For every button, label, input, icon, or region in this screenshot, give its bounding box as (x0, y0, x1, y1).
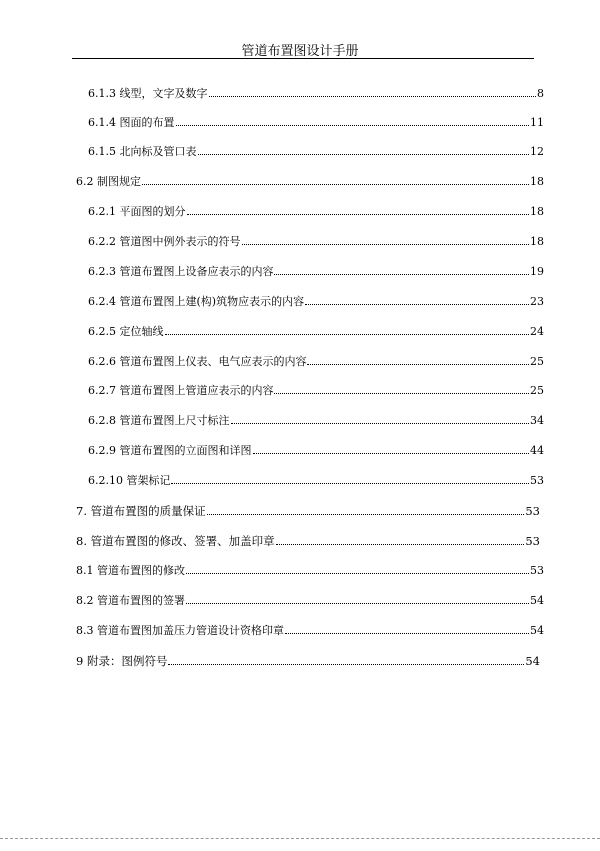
toc-entry-page: 34 (530, 414, 544, 427)
toc-entry-page: 53 (525, 534, 540, 548)
toc-entry-page: 18 (530, 175, 544, 188)
toc-entry-page: 12 (530, 145, 544, 158)
toc-entry[interactable] (88, 414, 544, 428)
toc-entry[interactable] (88, 474, 544, 488)
toc-leader-dots (209, 87, 537, 97)
toc-entry-page: 53 (530, 474, 544, 487)
toc-entry-label: 6.2.6 管道布置图上仪表、电气应表示的内容 (88, 355, 307, 368)
toc-entry-label: 6.2.4 管道布置图上建(构)筑物应表示的内容 (88, 295, 305, 308)
toc-leader-dots (307, 355, 529, 365)
toc-entry-page: 53 (530, 564, 544, 577)
toc-entry-page: 8 (537, 87, 544, 100)
toc-entry-label: 6.2.9 管道布置图的立面图和详图 (88, 444, 252, 457)
toc-leader-dots (165, 325, 530, 335)
toc-leader-dots (242, 235, 530, 245)
toc-leader-dots (207, 505, 525, 515)
page-bottom-divider (0, 838, 600, 839)
toc-entry-label: 6.2.2 管道图中例外表示的符号 (88, 235, 241, 248)
toc-leader-dots (142, 175, 529, 185)
toc-entry-label: 6.1.3 线型，文字及数字 (88, 87, 208, 100)
toc-leader-dots (276, 535, 525, 545)
toc-entry-label: 6.2.3 管道布置图上设备应表示的内容 (88, 265, 274, 278)
toc-entry[interactable] (88, 265, 544, 279)
toc-entry[interactable] (76, 654, 540, 668)
toc-leader-dots (186, 564, 529, 574)
toc-entry[interactable] (88, 295, 544, 309)
toc-entry[interactable] (76, 624, 544, 638)
toc-entry[interactable] (88, 87, 544, 101)
toc-leader-dots (187, 205, 530, 215)
toc-entry-page: 25 (530, 355, 544, 368)
toc-entry-label: 6.2 制图规定 (76, 175, 141, 188)
toc-entry-label: 8.1 管道布置图的修改 (76, 564, 185, 577)
toc-entry[interactable] (88, 145, 544, 159)
toc-entry-page: 19 (530, 265, 544, 278)
toc-entry-label: 7. 管道布置图的质量保证 (76, 504, 206, 518)
toc-entry[interactable] (88, 325, 544, 339)
toc-entry-page: 54 (530, 594, 544, 607)
toc-entry-label: 6.1.5 北向标及管口表 (88, 145, 197, 158)
toc-leader-dots (168, 655, 524, 665)
toc-entry-label: 6.2.1 平面图的划分 (88, 205, 186, 218)
toc-entry-page: 44 (530, 444, 544, 457)
toc-entry-label: 9 附录：图例符号 (76, 654, 168, 668)
toc-entry[interactable] (76, 534, 540, 548)
toc-leader-dots (171, 474, 529, 484)
toc-leader-dots (186, 594, 529, 604)
toc-entry[interactable] (88, 235, 544, 249)
toc-leader-dots (274, 265, 529, 275)
toc-entry-label: 6.2.5 定位轴线 (88, 325, 164, 338)
toc-entry-page: 18 (530, 235, 544, 248)
toc-entry[interactable] (76, 564, 544, 578)
toc-entry-page: 23 (530, 295, 544, 308)
toc-entry-label: 8. 管道布置图的修改、签署、加盖印章 (76, 534, 275, 548)
toc-leader-dots (176, 116, 530, 126)
toc-leader-dots (198, 145, 530, 155)
toc-entry[interactable] (88, 205, 544, 219)
toc-entry-page: 25 (530, 384, 544, 397)
toc-entry[interactable] (76, 504, 540, 518)
toc-leader-dots (274, 384, 529, 394)
toc-entry-label: 6.2.8 管道布置图上尺寸标注 (88, 414, 230, 427)
toc-leader-dots (305, 295, 529, 305)
toc-entry-label: 8.3 管道布置图加盖压力管道设计资格印章 (76, 624, 284, 637)
toc-entry-page: 24 (530, 325, 544, 338)
toc-entry[interactable] (76, 175, 544, 189)
toc-entry[interactable] (76, 594, 544, 608)
toc-leader-dots (253, 444, 530, 454)
toc-entry[interactable] (88, 444, 544, 458)
toc-entry[interactable] (88, 116, 544, 130)
toc-leader-dots (231, 414, 530, 424)
toc-entry-label: 6.2.10 管架标记 (88, 474, 171, 487)
toc-entry-page: 53 (525, 504, 540, 518)
toc-entry-label: 6.1.4 图面的布置 (88, 116, 175, 129)
toc-entry-page: 18 (530, 205, 544, 218)
toc-entry-page: 54 (525, 654, 540, 668)
toc-entry-label: 8.2 管道布置图的签署 (76, 594, 185, 607)
toc-entry-page: 11 (530, 116, 544, 129)
toc-entry-label: 6.2.7 管道布置图上管道应表示的内容 (88, 384, 274, 397)
toc-leader-dots (285, 624, 529, 634)
toc-entry[interactable] (88, 384, 544, 398)
page-header-title: 管道布置图设计手册 (241, 44, 359, 59)
toc-entry[interactable] (88, 355, 544, 369)
toc-entry-page: 54 (530, 624, 544, 637)
